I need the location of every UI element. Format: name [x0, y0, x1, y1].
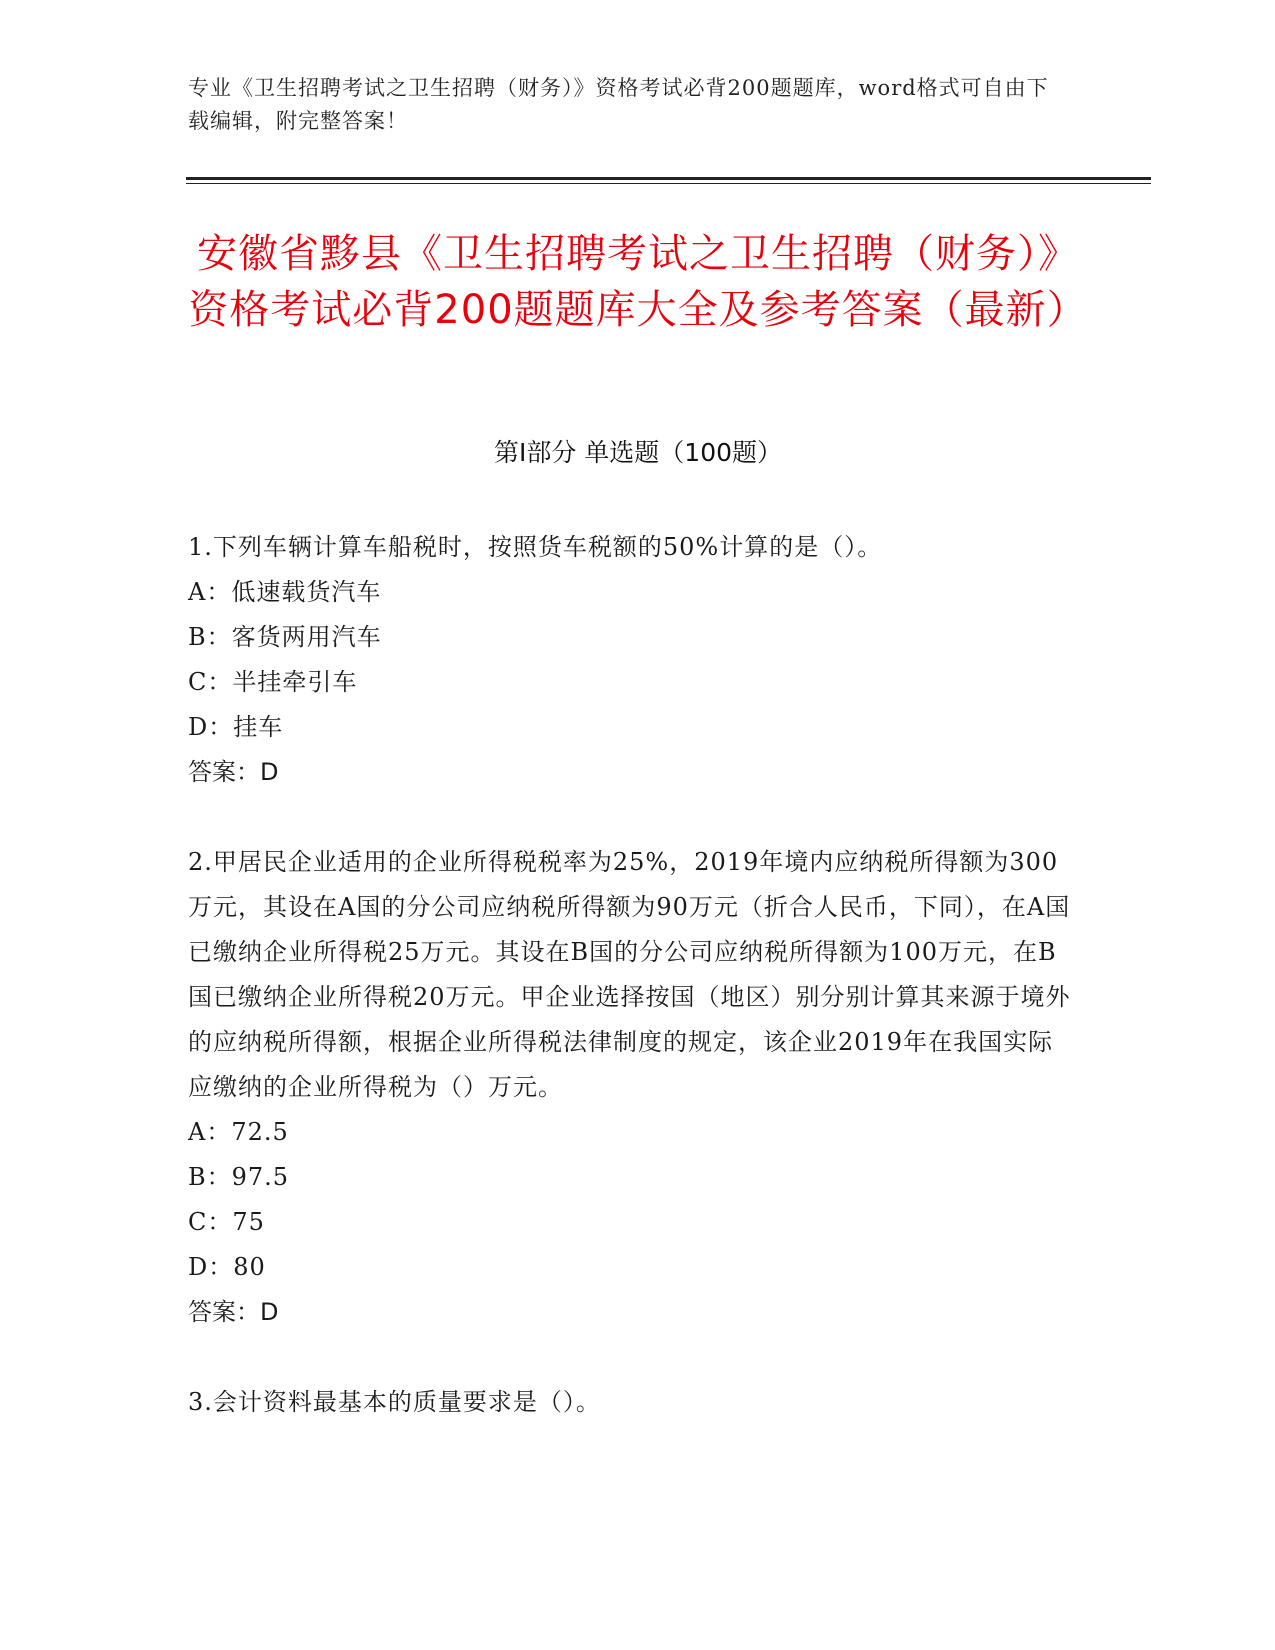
option-a: A：72.5: [188, 1118, 289, 1146]
option-c: C：半挂牵引车: [188, 668, 358, 696]
header-rule-thick: [186, 177, 1151, 180]
option-c: C：75: [188, 1208, 265, 1236]
option-d: D：80: [188, 1253, 266, 1281]
header-rule-thin: [186, 183, 1151, 184]
answer-label: 答案：D: [188, 1298, 279, 1326]
option-b: B：客货两用汽车: [188, 623, 382, 651]
option-a: A：低速载货汽车: [188, 578, 382, 606]
question-2: [188, 840, 1073, 1335]
section-heading: 第Ⅰ部分 单选题（100题）: [493, 438, 783, 467]
option-b: B：97.5: [188, 1163, 290, 1191]
header-note: 专业《卫生招聘考试之卫生招聘（财务）》资格考试必背200题题库，word格式可自由下载编辑，附完整答案！: [188, 76, 1049, 133]
question-1: [188, 525, 1073, 795]
question-list: [188, 525, 1073, 1470]
question-stem: 1.下列车辆计算车船税时，按照货车税额的50%计算的是（）。: [188, 533, 883, 561]
question-stem: 3.会计资料最基本的质量要求是（）。: [188, 1388, 601, 1416]
document-title: 安徽省黟县《卫生招聘考试之卫生招聘（财务）》资格考试必背200题题库大全及参考答案（最新）: [188, 231, 1088, 333]
option-d: D：挂车: [188, 713, 284, 741]
question-stem: 2.甲居民企业适用的企业所得税税率为25%，2019年境内应纳税所得额为300万元，其设在A国的分公司应纳税所得额为90万元（折合人民币，下同），在A国已缴纳企业所得税25万元。其设在B国的分公司应纳税所得额为100万元，在B国已缴纳企业所得税20万元。甲企业选择按国（地区）别分别计算其来源于境外的应纳税所得额，根据企业所得税法律制度的规定，该企业2019年在我国实际应缴纳的企业所得税为（）万元。: [188, 848, 1071, 1101]
question-3: [188, 1380, 1073, 1425]
answer-label: 答案：D: [188, 758, 279, 786]
